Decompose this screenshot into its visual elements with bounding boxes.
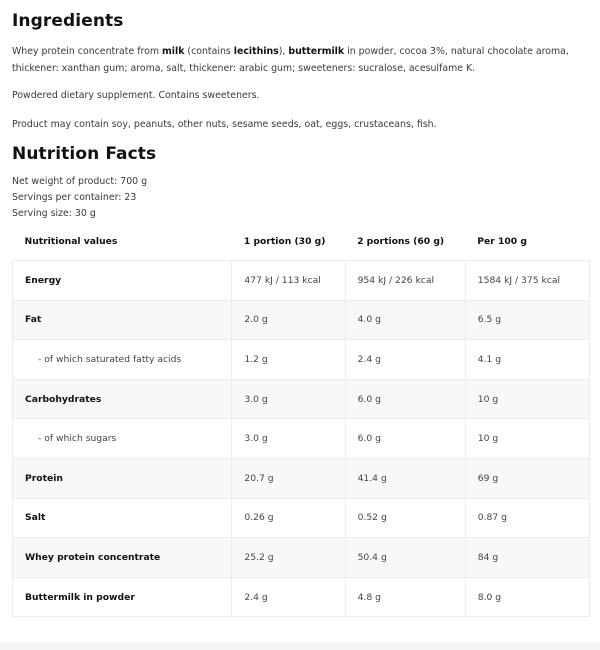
nutrient-value: 4.8 g: [345, 577, 465, 617]
net-weight: Net weight of product: 700 g: [12, 176, 148, 187]
table-row: [13, 300, 590, 340]
nutrition-meta: [12, 174, 147, 222]
nutrient-value: 2.0 g: [232, 300, 345, 340]
nutrient-value: 3.0 g: [232, 379, 345, 419]
nutrient-label: - of which saturated fatty acids: [13, 340, 232, 380]
supplement-note: Powdered dietary supplement. Contains sweeteners.: [12, 90, 260, 101]
ingredients-text: (contains: [184, 46, 234, 57]
servings-per-container: Servings per container: 23: [12, 192, 137, 203]
table-row: [13, 340, 590, 380]
nutrient-label: Fat: [13, 300, 232, 340]
header-2-portions: 2 portions (60 g): [357, 235, 445, 247]
ingredients-list: [12, 43, 590, 77]
nutrient-value: 0.26 g: [232, 498, 345, 538]
table-row: [13, 577, 590, 617]
nutrition-table-body: [13, 261, 590, 617]
allergen-highlight: buttermilk: [288, 46, 345, 57]
nutrient-value: 2.4 g: [232, 577, 345, 617]
allergen-highlight: lecithins: [233, 46, 279, 57]
ingredients-heading: Ingredients: [12, 11, 124, 31]
nutrient-value: 0.87 g: [465, 498, 589, 538]
nutrient-value: 50.4 g: [345, 538, 465, 578]
serving-size: Serving size: 30 g: [12, 208, 96, 219]
nutrient-label: Buttermilk in powder: [13, 577, 232, 617]
nutrient-value: 6.0 g: [345, 379, 465, 419]
nutrient-value: 20.7 g: [232, 458, 345, 498]
header-per-100g: Per 100 g: [477, 235, 527, 247]
table-row: [13, 419, 590, 459]
nutrient-value: 6.0 g: [345, 419, 465, 459]
nutrient-label: Protein: [13, 458, 232, 498]
nutrient-label: Salt: [13, 498, 232, 538]
nutrient-value: 84 g: [465, 538, 589, 578]
nutrient-value: 2.4 g: [345, 340, 465, 380]
nutrient-value: 4.0 g: [345, 300, 465, 340]
table-row: [13, 498, 590, 538]
nutrient-label: Energy: [13, 261, 232, 301]
nutrient-value: 0.52 g: [345, 498, 465, 538]
nutrient-value: 1584 kJ / 375 kcal: [465, 261, 589, 301]
table-row: [13, 379, 590, 419]
ingredients-text: in powder, cocoa 3%, natural chocolate aroma, thickener: xanthan gum; aroma, salt, thickener: arabic gum; sweeteners: sucralose, acesulfame K.: [12, 46, 569, 74]
nutrient-value: 41.4 g: [345, 458, 465, 498]
footer-divider: [0, 642, 600, 650]
nutrient-value: 25.2 g: [232, 538, 345, 578]
nutrient-value: 6.5 g: [465, 300, 589, 340]
ingredients-text: ),: [278, 46, 289, 57]
nutrition-heading: Nutrition Facts: [12, 144, 157, 164]
table-row: [13, 261, 590, 301]
nutrient-value: 10 g: [465, 419, 589, 459]
nutrient-value: 4.1 g: [465, 340, 589, 380]
nutrient-value: 8.0 g: [465, 577, 589, 617]
nutrition-table: [12, 222, 590, 617]
ingredients-text: Whey protein concentrate from: [12, 46, 163, 57]
nutrient-label: - of which sugars: [13, 419, 232, 459]
nutrient-value: 1.2 g: [232, 340, 345, 380]
allergen-note: Product may contain soy, peanuts, other nuts, sesame seeds, oat, eggs, crustaceans, fish.: [12, 119, 437, 130]
nutrient-value: 3.0 g: [232, 419, 345, 459]
nutrient-value: 954 kJ / 226 kcal: [345, 261, 465, 301]
nutrient-value: 477 kJ / 113 kcal: [232, 261, 345, 301]
allergen-highlight: milk: [162, 46, 185, 57]
nutrient-label: Carbohydrates: [13, 379, 232, 419]
nutrient-label: Whey protein concentrate: [13, 538, 232, 578]
table-header-row: [13, 222, 590, 261]
nutrient-value: 10 g: [465, 379, 589, 419]
table-row: [13, 458, 590, 498]
header-nutritional-values: Nutritional values: [24, 235, 118, 247]
header-1-portion: 1 portion (30 g): [243, 235, 326, 247]
nutrient-value: 69 g: [465, 458, 589, 498]
table-row: [13, 538, 590, 578]
